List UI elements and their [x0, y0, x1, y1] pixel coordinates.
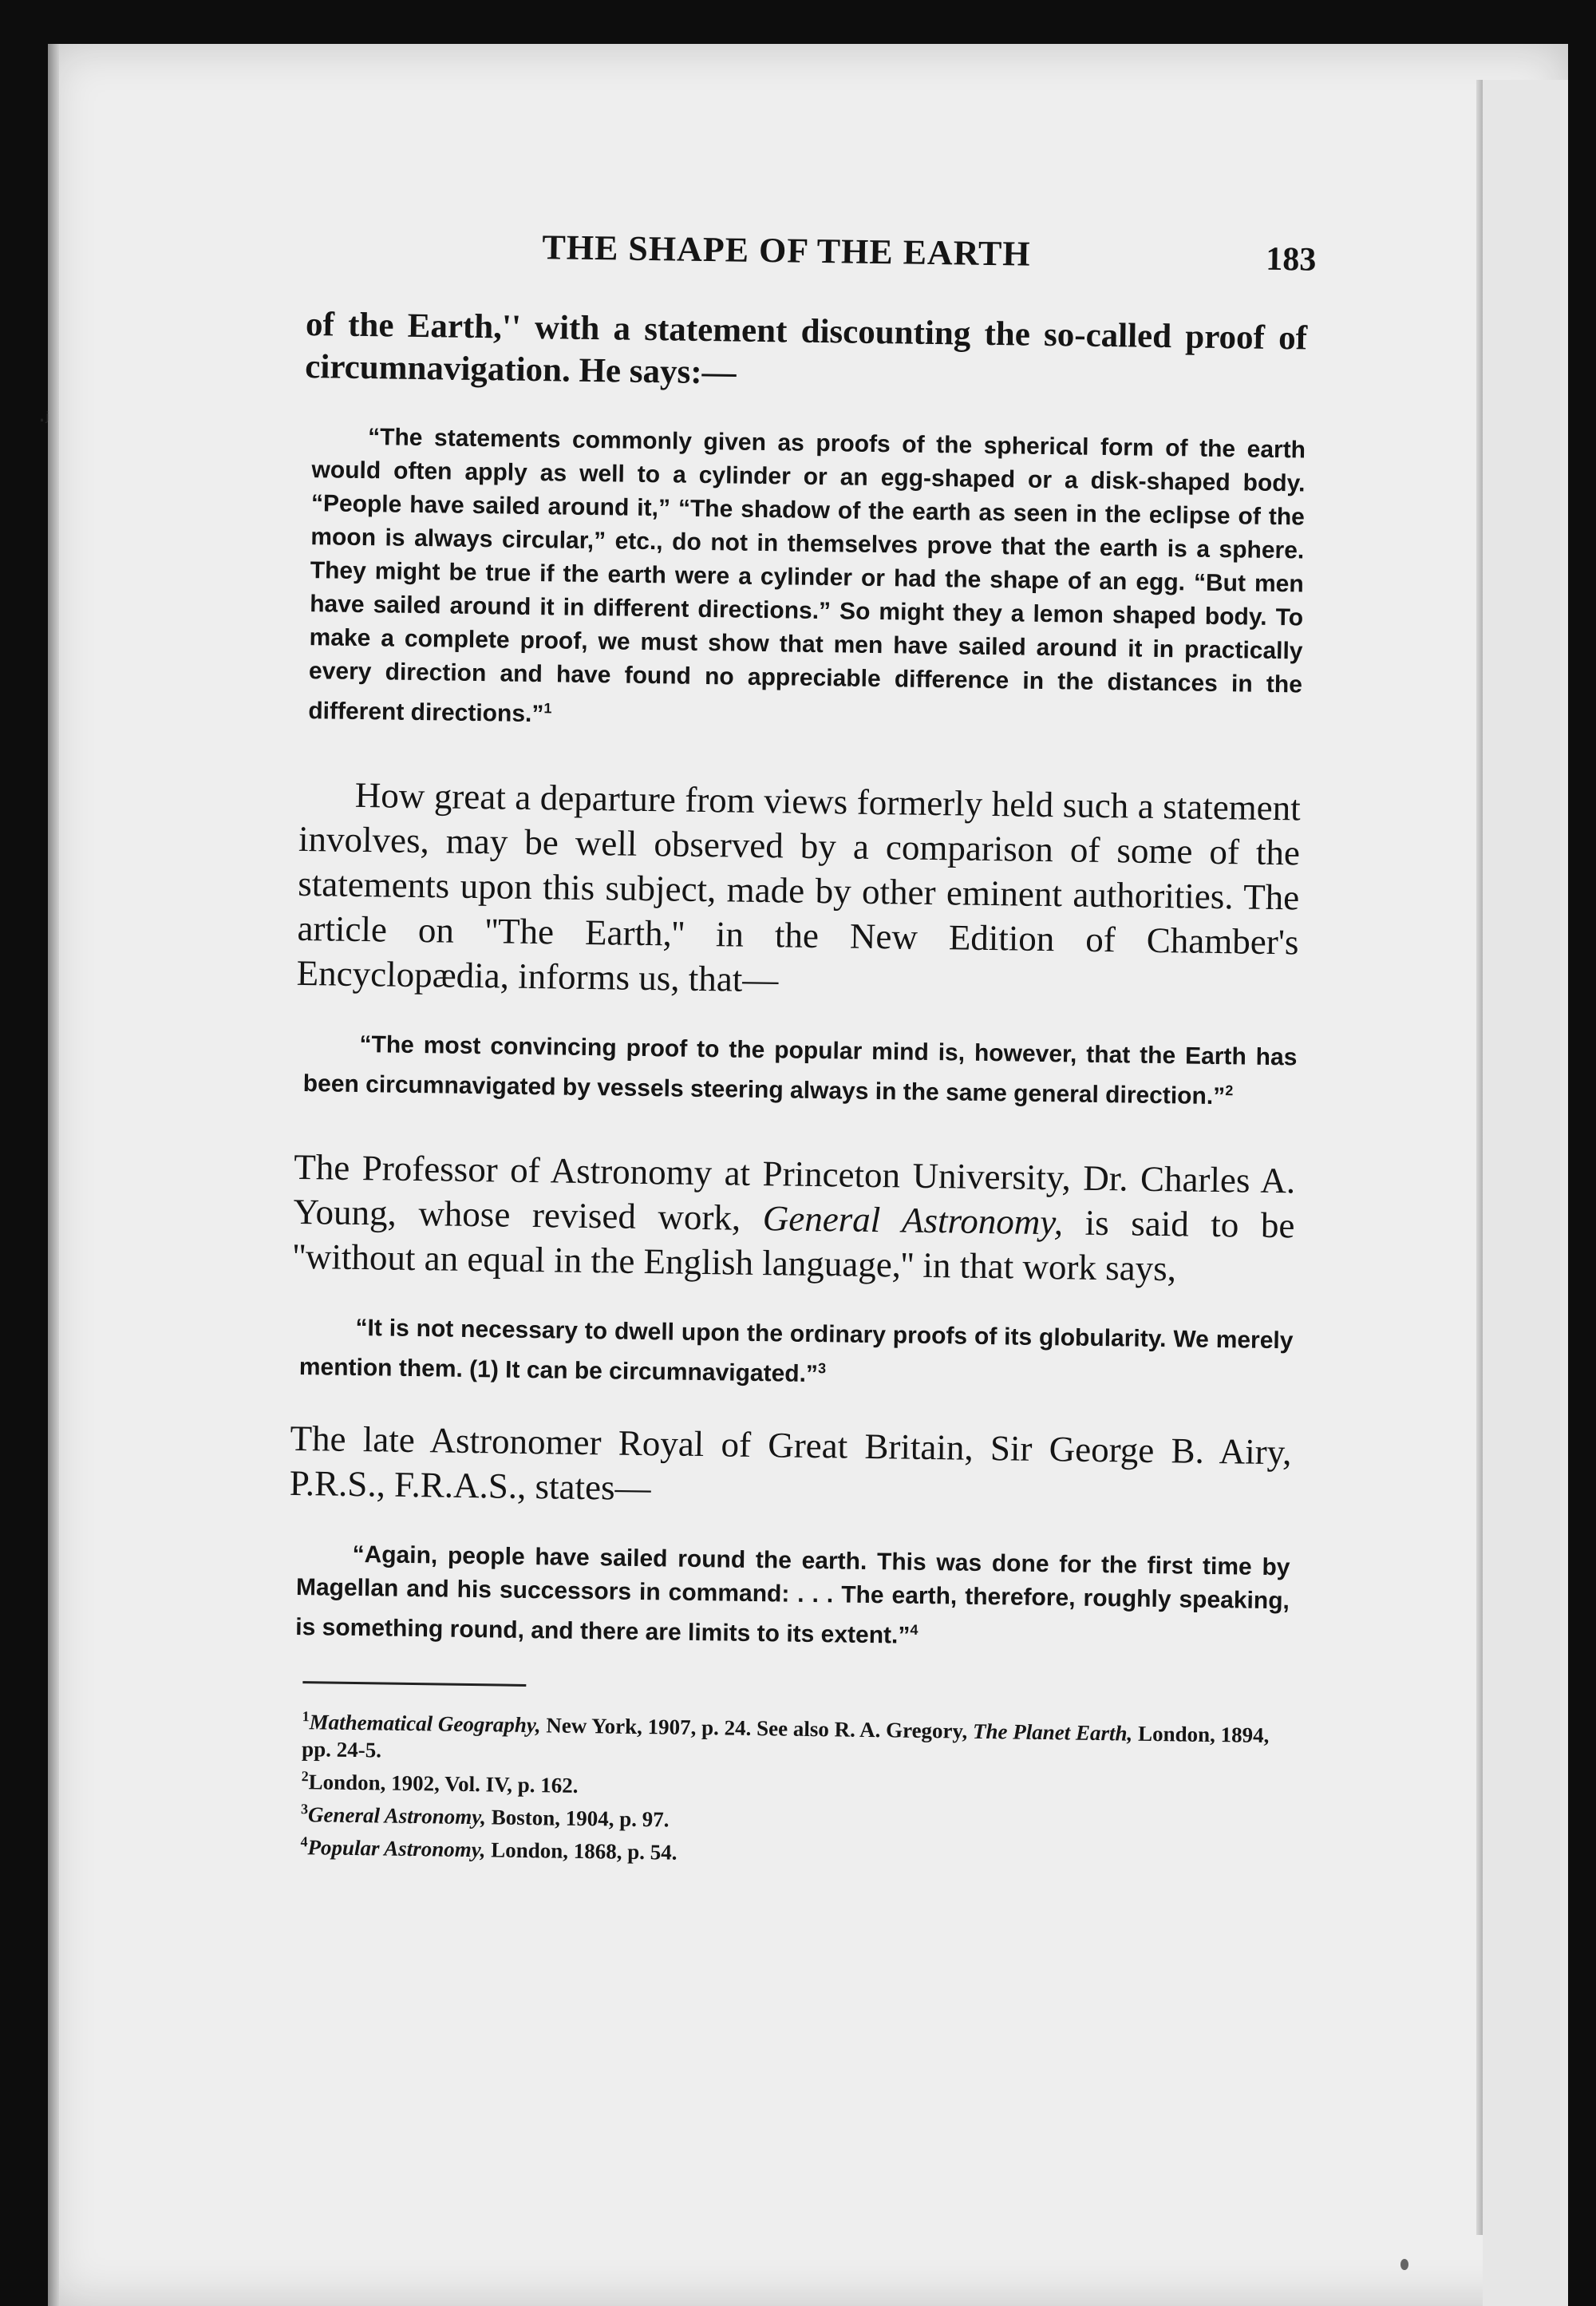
- quote-3-text: “It is not necessary to dwell upon the ordinary proofs of its globularity. We merely mention them. (1) It can be circumnavigated.”: [298, 1314, 1294, 1388]
- margin-mark: ·ʲ: [38, 407, 49, 433]
- quote-2: [303, 1027, 1298, 1114]
- footnote-ref-1: 1: [543, 700, 552, 717]
- footnote-ref-4: 4: [910, 1621, 918, 1638]
- page-binding-edge: [48, 44, 59, 2306]
- paragraph-3: [292, 1145, 1295, 1293]
- quote-2-text: “The most convincing proof to the popular mind is, however, that the Earth has been circumnavigated by vessels steering always in the same general direction.”: [302, 1031, 1298, 1110]
- footnote-ref-3: 3: [817, 1360, 827, 1377]
- quote-1-text: “The statements commonly given as proofs of the spherical form of the earth would often apply as well to a cylinder or an egg-shaped or a disk-shaped body. “People have sailed around it,” “The shadow of the earth as seen in the eclipse of the moon is always circular,” etc., do not in themselves prove that the earth is a sphere. They might be true if the earth were a cylinder or had the shape of an egg. “But men have sailed around it in different directions.” So might they a lemon shaped body. To make a complete proof, we must show that men have sailed around it in practically every direction and have found no appreciable difference in the distances in the different directions.”: [308, 424, 1306, 728]
- footnote-3-number: 3: [300, 1801, 309, 1818]
- paragraph-1: of the Earth,'' with a statement discounting the so-called proof of circumnavigation. He says:—: [305, 305, 1308, 392]
- footnote-4-number: 4: [300, 1833, 308, 1850]
- footnote-1-title: Mathematical Geography,: [309, 1710, 541, 1738]
- scan-speck: [1400, 2259, 1408, 2270]
- paragraph-3-text-a: The Professor of Astronomy at Princeton University, Dr. Charles A. Young, whose revised work,: [293, 1146, 1296, 1239]
- next-page-edge: [1483, 80, 1568, 2306]
- footnote-rule: [302, 1681, 526, 1687]
- quote-4-text: “Again, people have sailed round the earth. This was done for the first time by Magellan and his successors in command: . . . The earth, therefore, roughly speaking, is something round, and there are limits to its extent.”: [295, 1541, 1290, 1649]
- footnote-4-text: London, 1868, p. 54.: [485, 1837, 678, 1865]
- paragraph-3-text-b: is said to be ''without an equal in the English language,'' in that work says,: [292, 1202, 1295, 1289]
- paragraph-3-book-title: General Astronomy,: [762, 1198, 1064, 1243]
- footnote-2-number: 2: [301, 1768, 309, 1785]
- page-content: [284, 216, 1317, 1874]
- page-fold-shadow: [1476, 80, 1483, 2235]
- quote-3: [299, 1311, 1294, 1398]
- footnote-1-text: New York, 1907, p. 24. See also R. A. Gregory,: [540, 1713, 974, 1743]
- footnote-1-title-2: The Planet Earth,: [972, 1719, 1133, 1746]
- footnote-ref-2: 2: [1225, 1082, 1234, 1099]
- footnote-2-text: London, 1902, Vol. IV, p. 162.: [308, 1770, 579, 1798]
- paragraph-2: How great a departure from views formerly held such a statement involves, may be well observed by a comparison of some of the statements upon this subject, made by other eminent authorities. The article on ''The Earth,'' in the New Edition of Chamber's Encyclopædia, informs us, that—: [296, 774, 1302, 1000]
- footnote-4-title: Popular Astronomy,: [307, 1835, 486, 1862]
- running-title: THE SHAPE OF THE EARTH: [542, 227, 1031, 274]
- paragraph-4: The late Astronomer Royal of Great Britain, Sir George B. Airy, P.R.S., F.R.A.S., states—: [289, 1418, 1292, 1509]
- footnotes: [300, 1703, 1288, 1874]
- quote-4: [295, 1537, 1290, 1658]
- footnote-3-text: Boston, 1904, p. 97.: [485, 1805, 670, 1832]
- footnote-3-title: General Astronomy,: [307, 1802, 487, 1829]
- quote-1: [308, 420, 1306, 742]
- page-number: 183: [1266, 240, 1317, 279]
- footnote-1-number: 1: [302, 1708, 310, 1725]
- footnote-1-text-2: London, 1894, pp. 24-5.: [301, 1721, 1270, 1762]
